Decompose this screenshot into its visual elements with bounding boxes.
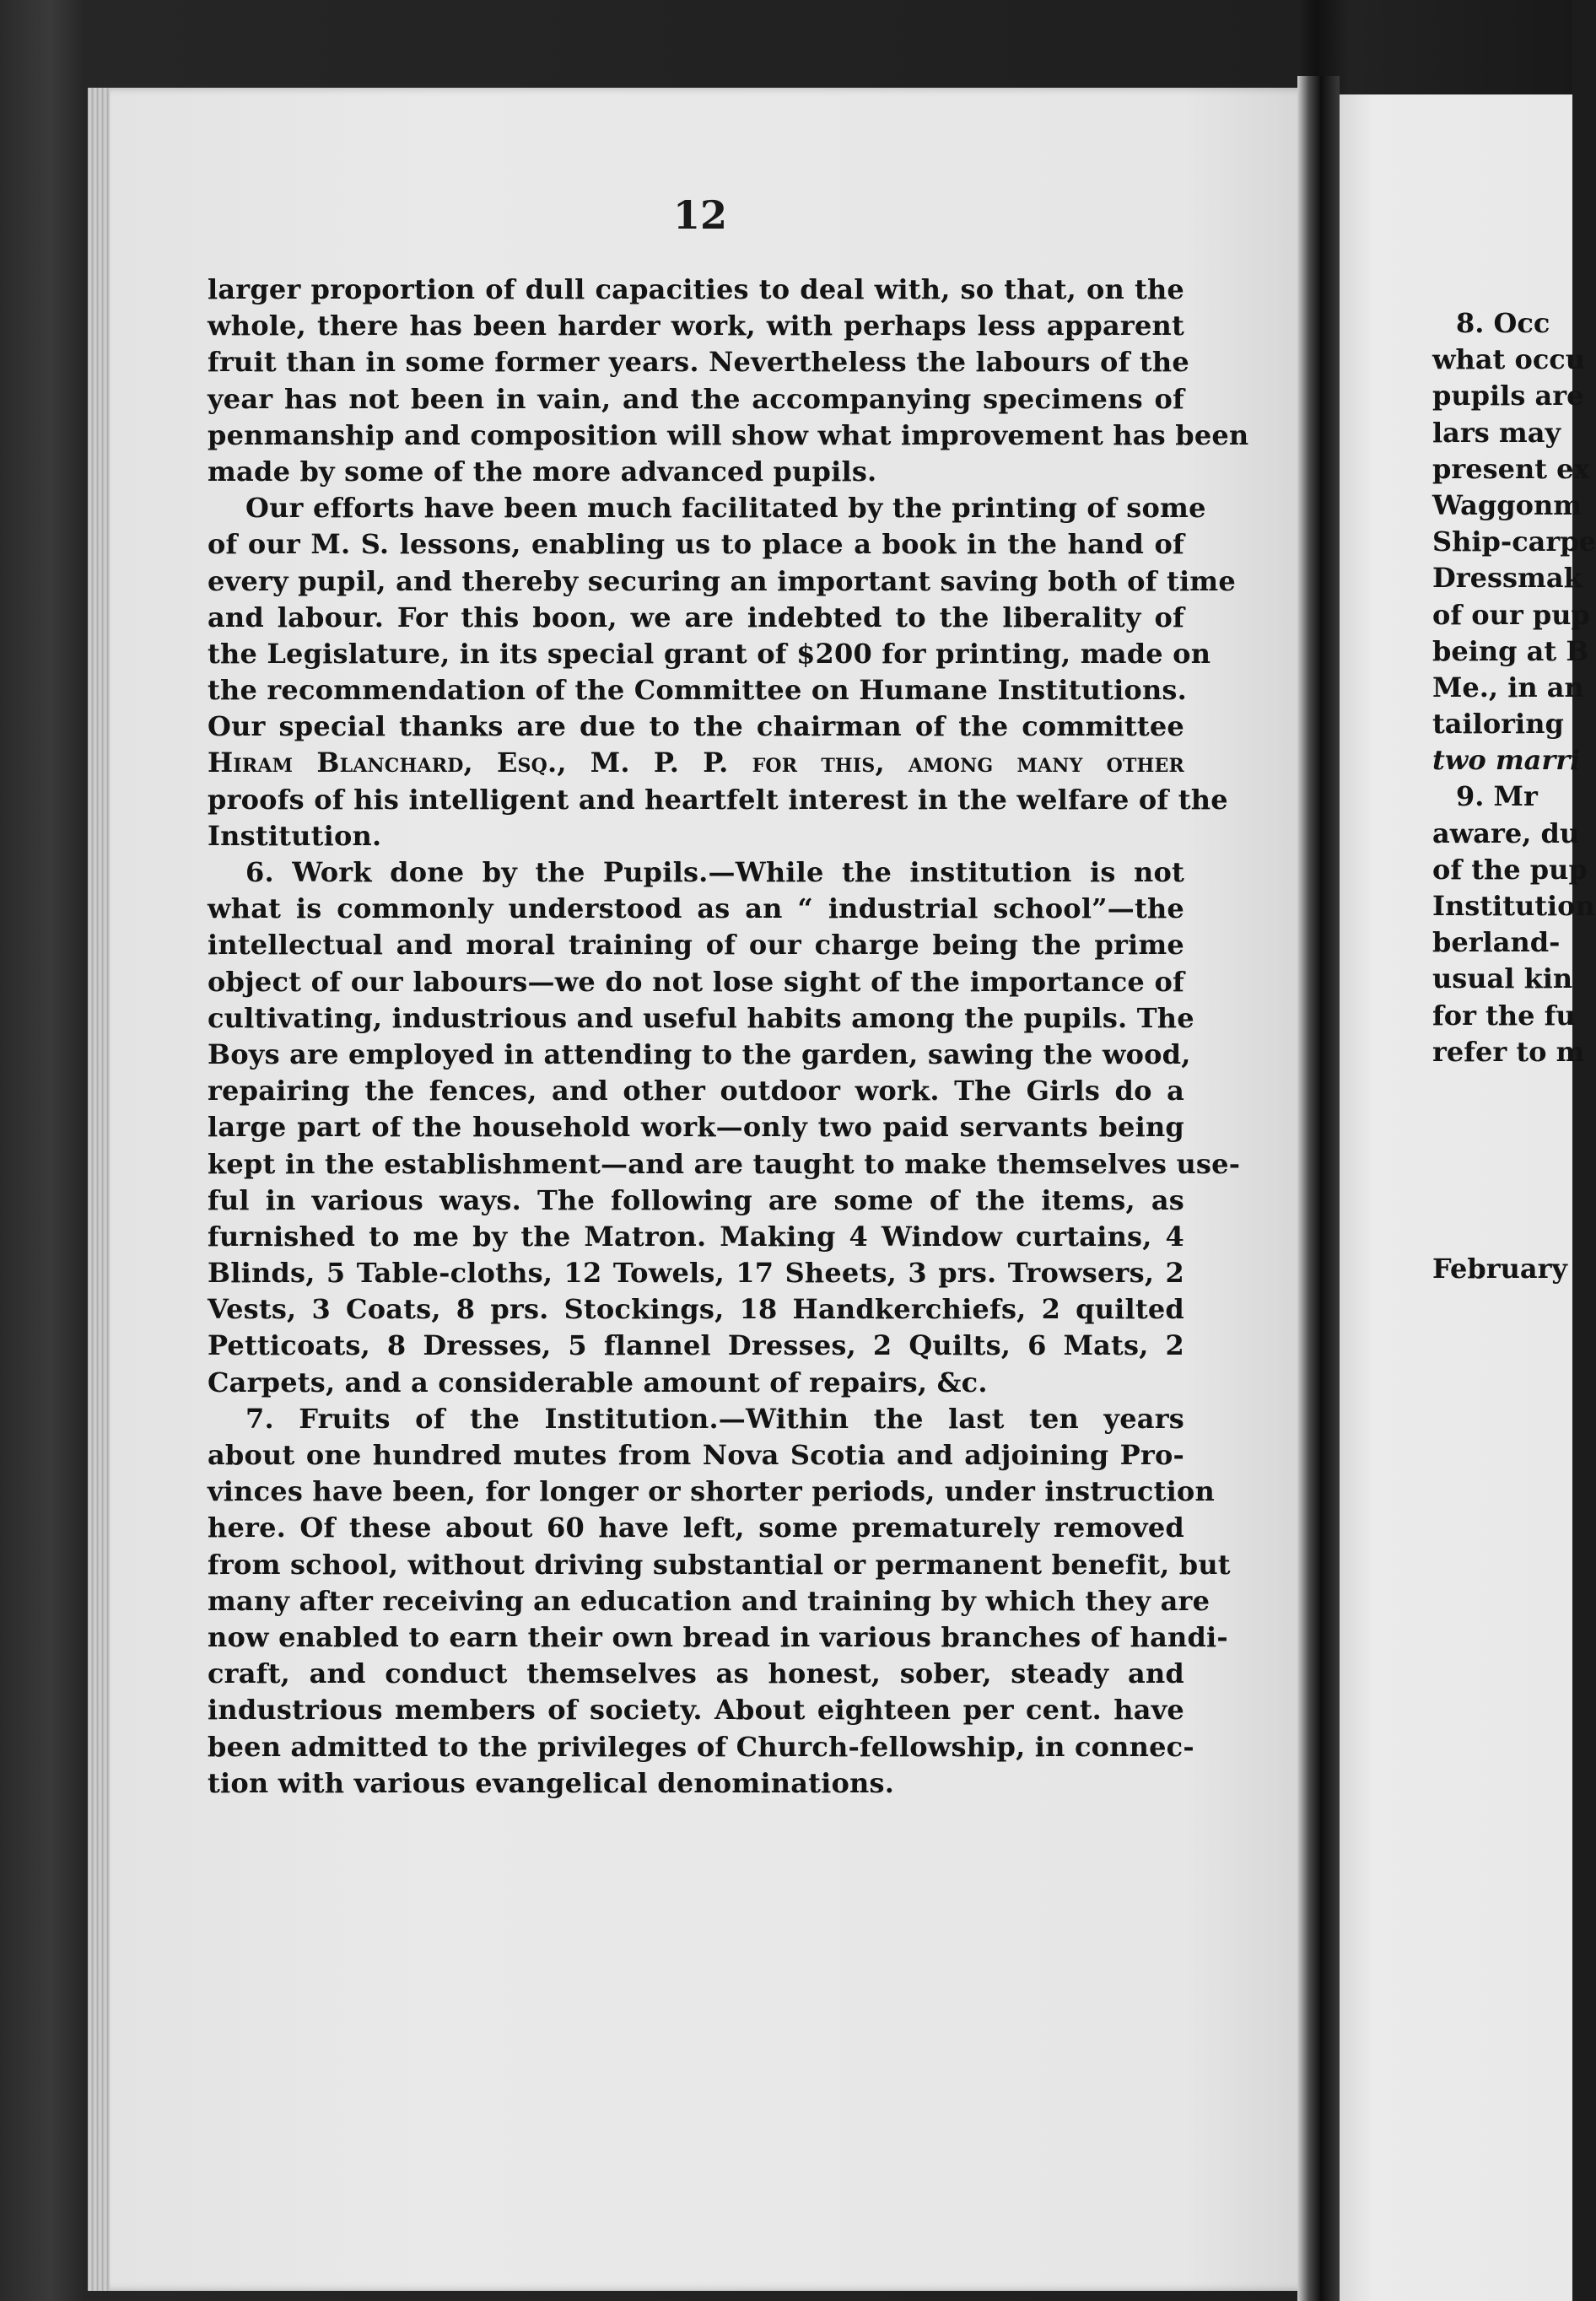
right-page-line: lars may	[1432, 416, 1561, 449]
text-line: Carpets, and a considerable amount of repairs, &c.	[208, 1366, 988, 1398]
text-line: the Legislature, in its special grant of $200 for printing, made on	[208, 637, 1211, 670]
right-page-line: refer to m	[1432, 1035, 1585, 1068]
text-line: cultivating, industrious and useful habits among the pupils. The	[208, 1001, 1194, 1034]
text-line: larger proportion of dull capacities to deal with, so that, on the	[208, 273, 1184, 305]
book-gutter	[1297, 76, 1340, 2301]
text-line: and labour. For this boon, we are indebted to the liberality of	[208, 601, 1184, 633]
right-page-line: Ship-carpe	[1432, 525, 1596, 558]
right-page-line: for the fu	[1432, 999, 1576, 1032]
text-line: Vests, 3 Coats, 8 prs. Stockings, 18 Handkerchiefs, 2 quilted	[208, 1293, 1184, 1326]
text-line: year has not been in vain, and the accompanying specimens of	[208, 382, 1184, 415]
right-page-line: Me., in an	[1432, 671, 1584, 703]
text-line: of our M. S. lessons, enabling us to place a book in the hand of	[208, 528, 1184, 561]
text-line: Our special thanks are due to the chairman of the committee	[208, 710, 1184, 743]
text-line: object of our labours—we do not lose sight of the importance of	[208, 965, 1184, 998]
right-page-line: present ex	[1432, 452, 1590, 485]
right-page-line: aware, du	[1432, 816, 1580, 849]
text-line: Hiram Blanchard, Esq., M. P. P. for this, among many other	[208, 746, 1184, 779]
text-line: Our efforts have been much facilitated by the printing of some	[245, 492, 1206, 525]
right-page-line: Waggonm	[1432, 488, 1583, 521]
right-page-line: being at B	[1432, 634, 1589, 667]
text-line: tion with various evangelical denominations.	[208, 1766, 895, 1799]
text-line: penmanship and composition will show what improvement has been	[208, 418, 1249, 451]
right-page-text	[1432, 305, 1596, 1287]
text-line: been admitted to the privileges of Church-fellowship, in connec-	[208, 1730, 1194, 1763]
text-line: whole, there has been harder work, with perhaps less apparent	[208, 310, 1184, 342]
text-line: industrious members of society. About eighteen per cent. have	[208, 1694, 1184, 1727]
right-page-line: 9. Mr	[1456, 780, 1538, 813]
text-line: Boys are employed in attending to the garden, sawing the wood,	[208, 1037, 1191, 1070]
body-text	[208, 272, 1249, 1802]
page-number: 12	[672, 192, 727, 238]
right-page-line: of the pup	[1432, 853, 1588, 886]
text-line: what is commonly understood as an “ industrial school”—the	[208, 892, 1184, 925]
text-line: craft, and conduct themselves as honest, sober, steady and	[208, 1657, 1184, 1690]
text-line: Petticoats, 8 Dresses, 5 flannel Dresses, 2 Quilts, 6 Mats, 2	[208, 1329, 1184, 1362]
text-line: the recommendation of the Committee on Humane Institutions.	[208, 674, 1187, 707]
right-page-line: pupils are	[1432, 380, 1584, 412]
text-line: ful in various ways. The following are some of the items, as	[208, 1183, 1184, 1216]
right-page-line: usual kin	[1432, 962, 1573, 995]
right-page-line: tailoring	[1432, 708, 1564, 741]
text-line: made by some of the more advanced pupils.	[208, 455, 877, 488]
right-page-line: Dressmak	[1432, 562, 1583, 595]
right-page-line: of our pup	[1432, 598, 1590, 631]
section-heading-line: 7. Fruits of the Institution.—Within the last ten years	[245, 1402, 1184, 1435]
page-stack-edge	[88, 88, 110, 2291]
text-line: Institution.	[208, 819, 382, 852]
text-line: large part of the household work—only two paid servants being	[208, 1111, 1184, 1144]
text-line: kept in the establishment—and are taught to make themselves use-	[208, 1147, 1241, 1180]
section-heading-line: 6. Work done by the Pupils.—While the institution is not	[245, 856, 1184, 888]
right-page-line: Institution	[1432, 890, 1595, 922]
text-line: vinces have been, for longer or shorter periods, under instruction	[208, 1475, 1215, 1508]
right-page-line: berland-	[1432, 926, 1561, 959]
text-line: about one hundred mutes from Nova Scotia and adjoining Pro-	[208, 1439, 1184, 1471]
text-line: Blinds, 5 Table-cloths, 12 Towels, 17 Sheets, 3 prs. Trowsers, 2	[208, 1257, 1184, 1290]
text-line: intellectual and moral training of our charge being the prime	[208, 929, 1184, 962]
right-page-line: what occu	[1432, 343, 1586, 376]
right-page-line: two marri	[1432, 744, 1581, 777]
text-line: from school, without driving substantial or permanent benefit, but	[208, 1548, 1231, 1581]
text-line: repairing the fences, and other outdoor work. The Girls do a	[208, 1075, 1184, 1107]
text-line: every pupil, and thereby securing an important saving both of time	[208, 564, 1236, 597]
right-page-date: February	[1432, 1252, 1568, 1285]
text-line: many after receiving an education and training by which they are	[208, 1584, 1210, 1617]
text-line: here. Of these about 60 have left, some prematurely removed	[208, 1512, 1184, 1544]
text-line: furnished to me by the Matron. Making 4 Window curtains, 4	[208, 1220, 1184, 1253]
right-page-line: 8. Occ	[1456, 307, 1550, 339]
text-line: proofs of his intelligent and heartfelt interest in the welfare of the	[208, 783, 1228, 816]
text-line: fruit than in some former years. Nevertheless the labours of the	[208, 346, 1189, 379]
text-line: now enabled to earn their own bread in various branches of handi-	[208, 1620, 1228, 1653]
